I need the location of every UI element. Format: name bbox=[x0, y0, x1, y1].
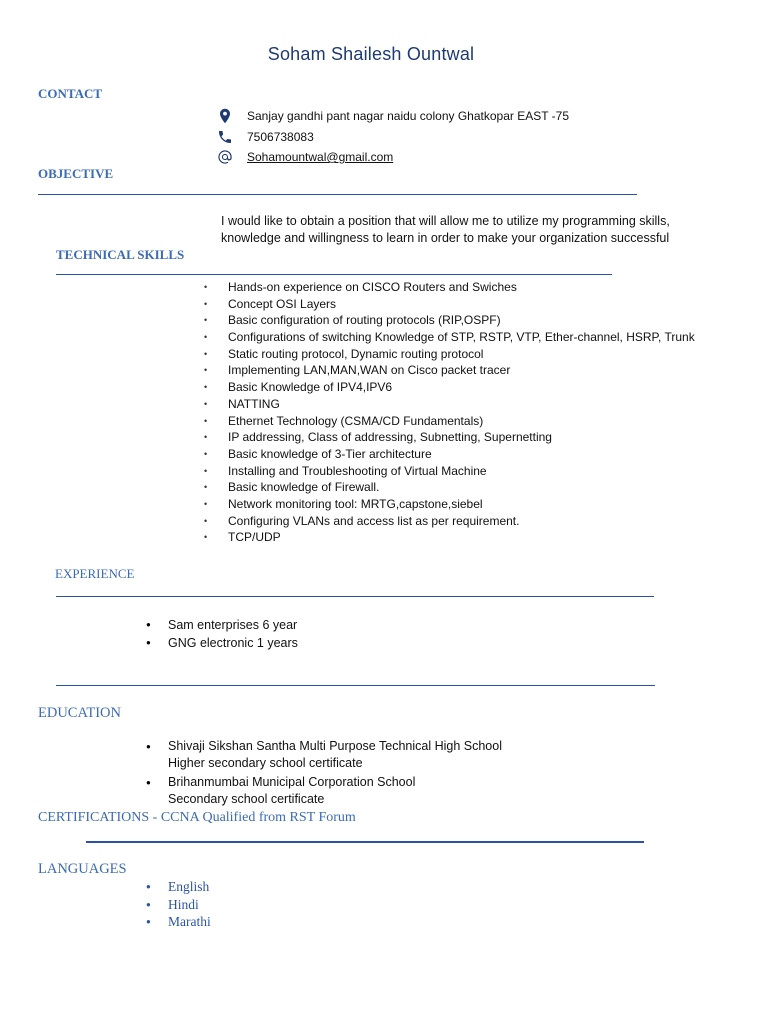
certifications-heading: CERTIFICATIONS - CCNA Qualified from RST Forum bbox=[38, 810, 356, 825]
skill-item: • Configurations of switching Knowledge of STP, RSTP, VTP, Ether-channel, HSRP, Trunk bbox=[200, 329, 695, 346]
contact-address: Sanjay gandhi pant nagar naidu colony Ghatkopar EAST -75 bbox=[247, 109, 569, 123]
language-item: ● Marathi bbox=[146, 913, 211, 931]
skill-item: • Ethernet Technology (CSMA/CD Fundamentals) bbox=[200, 413, 695, 430]
objective-text bbox=[221, 213, 701, 246]
contact-phone: 7506738083 bbox=[247, 130, 314, 144]
education-item bbox=[146, 738, 502, 772]
objective-divider bbox=[38, 194, 637, 195]
skill-item: • Configuring VLANs and access list as per requirement. bbox=[200, 513, 695, 530]
skill-item: • Static routing protocol, Dynamic routing protocol bbox=[200, 346, 695, 363]
map-pin-icon bbox=[216, 107, 234, 125]
education-school: ● Shivaji Sikshan Santha Multi Purpose Technical High School bbox=[168, 739, 502, 753]
education-list bbox=[146, 738, 502, 810]
phone-icon bbox=[216, 128, 234, 146]
technical-skills-list bbox=[200, 279, 695, 546]
contact-email-row bbox=[216, 147, 393, 167]
at-sign-icon bbox=[216, 148, 234, 166]
skill-item: • IP addressing, Class of addressing, Subnetting, Supernetting bbox=[200, 429, 695, 446]
skill-item: • Network monitoring tool: MRTG,capstone,siebel bbox=[200, 496, 695, 513]
education-school: ● Brihanmumbai Municipal Corporation School bbox=[168, 775, 416, 789]
skill-item: • TCP/UDP bbox=[200, 529, 695, 546]
skill-item: • Basic knowledge of 3-Tier architecture bbox=[200, 446, 695, 463]
skill-item: • Hands-on experience on CISCO Routers and Swiches bbox=[200, 279, 695, 296]
skill-item: • Basic knowledge of Firewall. bbox=[200, 479, 695, 496]
experience-divider bbox=[56, 596, 654, 597]
technical-skills-heading: TECHNICAL SKILLS bbox=[56, 247, 185, 262]
education-item bbox=[146, 774, 502, 808]
skill-item: • Installing and Troubleshooting of Virtual Machine bbox=[200, 463, 695, 480]
education-certificate: Secondary school certificate bbox=[168, 792, 325, 806]
skill-item: • Basic Knowledge of IPV4,IPV6 bbox=[200, 379, 695, 396]
contact-phone-row bbox=[216, 127, 314, 147]
education-heading: EDUCATION bbox=[38, 705, 121, 721]
skill-item: • Implementing LAN,MAN,WAN on Cisco packet tracer bbox=[200, 362, 695, 379]
objective-line-2: knowledge and willingness to learn in order to make your organization successful bbox=[221, 230, 670, 245]
candidate-name: Soham Shailesh Ountwal bbox=[267, 44, 475, 64]
experience-bottom-divider bbox=[56, 685, 655, 686]
language-item: ● English bbox=[146, 878, 211, 896]
skill-item: • NATTING bbox=[200, 396, 695, 413]
contact-heading: CONTACT bbox=[38, 86, 103, 101]
education-certificate: Higher secondary school certificate bbox=[168, 756, 363, 770]
experience-list bbox=[146, 616, 298, 652]
language-item: ● Hindi bbox=[146, 896, 211, 914]
technical-skills-divider bbox=[56, 274, 612, 275]
experience-item: ● Sam enterprises 6 year bbox=[146, 616, 298, 634]
languages-heading: LANGUAGES bbox=[38, 861, 127, 877]
objective-heading: OBJECTIVE bbox=[38, 166, 114, 181]
contact-address-row bbox=[216, 106, 569, 126]
certifications-divider bbox=[86, 841, 644, 843]
skill-item: • Concept OSI Layers bbox=[200, 296, 695, 313]
experience-item: ● GNG electronic 1 years bbox=[146, 634, 298, 652]
experience-heading: EXPERIENCE bbox=[55, 566, 135, 581]
skill-item: • Basic configuration of routing protocols (RIP,OSPF) bbox=[200, 312, 695, 329]
languages-list bbox=[146, 878, 211, 931]
objective-line-1: I would like to obtain a position that will allow me to utilize my programming skills, bbox=[221, 214, 670, 228]
contact-email-link[interactable]: Sohamountwal@gmail.com bbox=[247, 150, 394, 164]
